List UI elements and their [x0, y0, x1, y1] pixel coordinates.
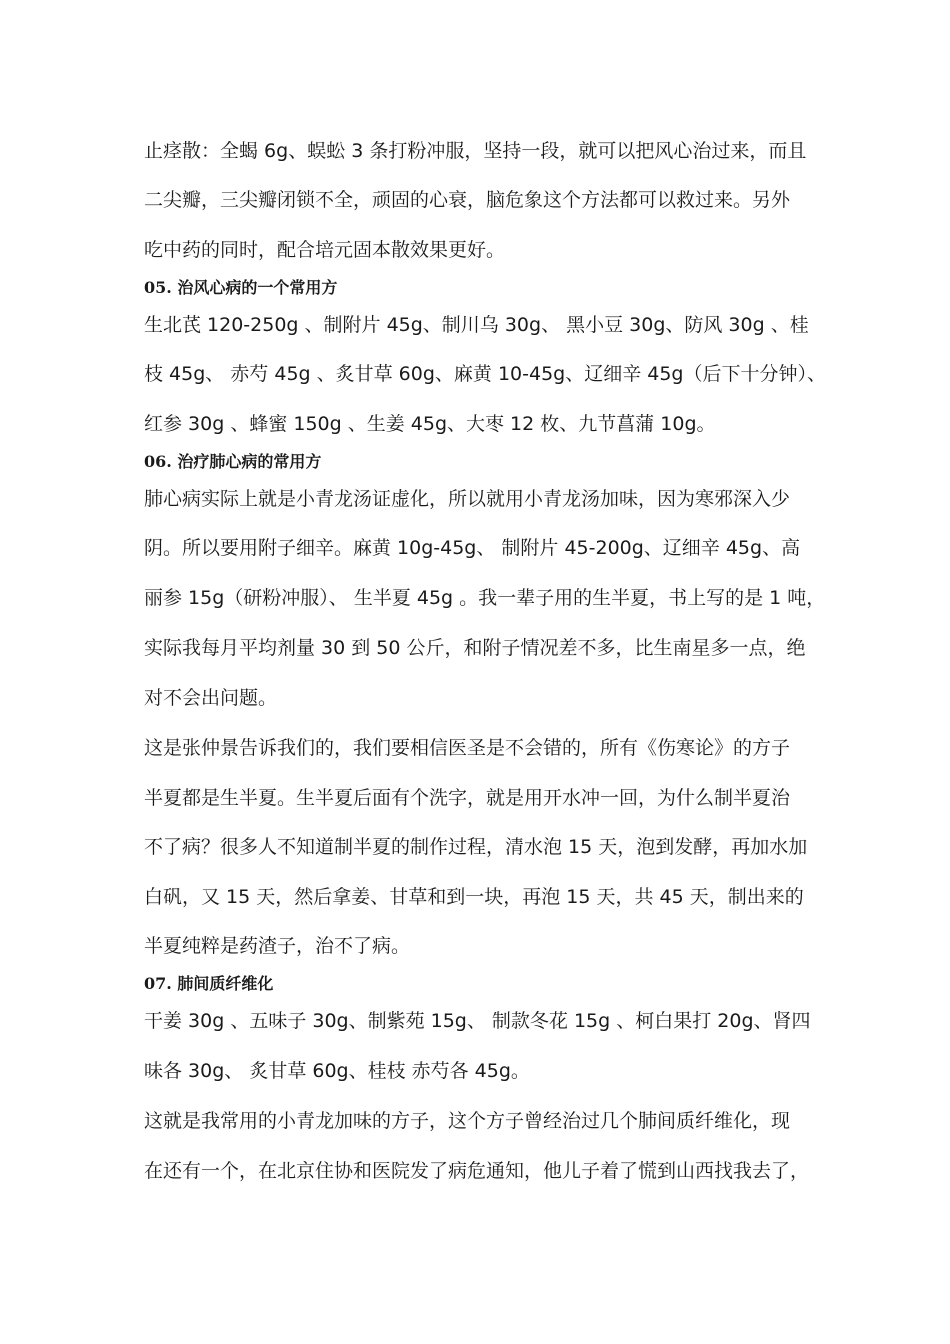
paragraph-line: 肺心病实际上就是小青龙汤证虚化，所以就用小青龙汤加味，因为寒邪深入少 — [144, 488, 791, 510]
paragraph-line: 半夏纯粹是药渣子，治不了病。 — [144, 935, 411, 957]
paragraph-line: 对不会出问题。 — [144, 687, 278, 709]
paragraph-line: 这是张仲景告诉我们的，我们要相信医圣是不会错的，所有《伤寒论》的方子 — [144, 737, 791, 759]
paragraph-line: 阴。所以要用附子细辛。麻黄 10g-45g、 制附片 45-200g、辽细辛 45g、高 — [144, 537, 801, 559]
prescription-line: 红参 30g 、蜂蜜 150g 、生姜 45g、大枣 12 枚、九节菖蒲 10g。 — [144, 413, 716, 435]
prescription-line: 生北芪 120-250g 、制附片 45g、制川乌 30g、 黑小豆 30g、防风 30g 、桂 — [144, 314, 809, 336]
section-heading-05: 05. 治风心病的一个常用方 — [144, 278, 338, 297]
prescription-line: 枝 45g、 赤芍 45g 、炙甘草 60g、麻黄 10-45g、辽细辛 45g（后下十分钟）、 — [144, 363, 826, 385]
paragraph-line: 吃中药的同时，配合培元固本散效果更好。 — [144, 239, 506, 261]
paragraph-line: 半夏都是生半夏。生半夏后面有个洗字，就是用开水冲一回，为什么制半夏治 — [144, 787, 791, 809]
paragraph-line: 这就是我常用的小青龙加味的方子，这个方子曾经治过几个肺间质纤维化，现 — [144, 1110, 791, 1132]
section-heading-06: 06. 治疗肺心病的常用方 — [144, 452, 322, 471]
paragraph-line: 丽参 15g（研粉冲服）、 生半夏 45g 。我一辈子用的生半夏，书上写的是 1 吨， — [144, 587, 826, 609]
paragraph-line: 二尖瓣，三尖瓣闭锁不全，顽固的心衰，脑危象这个方法都可以救过来。另外 — [144, 189, 791, 211]
paragraph-line: 实际我每月平均剂量 30 到 50 公斤，和附子情况差不多，比生南星多一点，绝 — [144, 637, 806, 659]
paragraph-line: 白矾，又 15 天，然后拿姜、甘草和到一块，再泡 15 天，共 45 天，制出来的 — [144, 886, 804, 908]
prescription-line: 干姜 30g 、五味子 30g、制紫苑 15g、 制款冬花 15g 、柯白果打 20g、肾四 — [144, 1010, 811, 1032]
paragraph-line: 不了病？很多人不知道制半夏的制作过程，清水泡 15 天，泡到发酵，再加水加 — [144, 836, 808, 858]
paragraph-line: 在还有一个，在北京住协和医院发了病危通知，他儿子着了慌到山西找我去了， — [144, 1160, 810, 1182]
section-heading-07: 07. 肺间质纤维化 — [144, 974, 274, 993]
paragraph-line: 止痉散：全蝎 6g、蜈蚣 3 条打粉冲服，坚持一段，就可以把风心治过来，而且 — [144, 140, 807, 162]
prescription-line: 味各 30g、 炙甘草 60g、桂枝 赤芍各 45g。 — [144, 1060, 530, 1082]
